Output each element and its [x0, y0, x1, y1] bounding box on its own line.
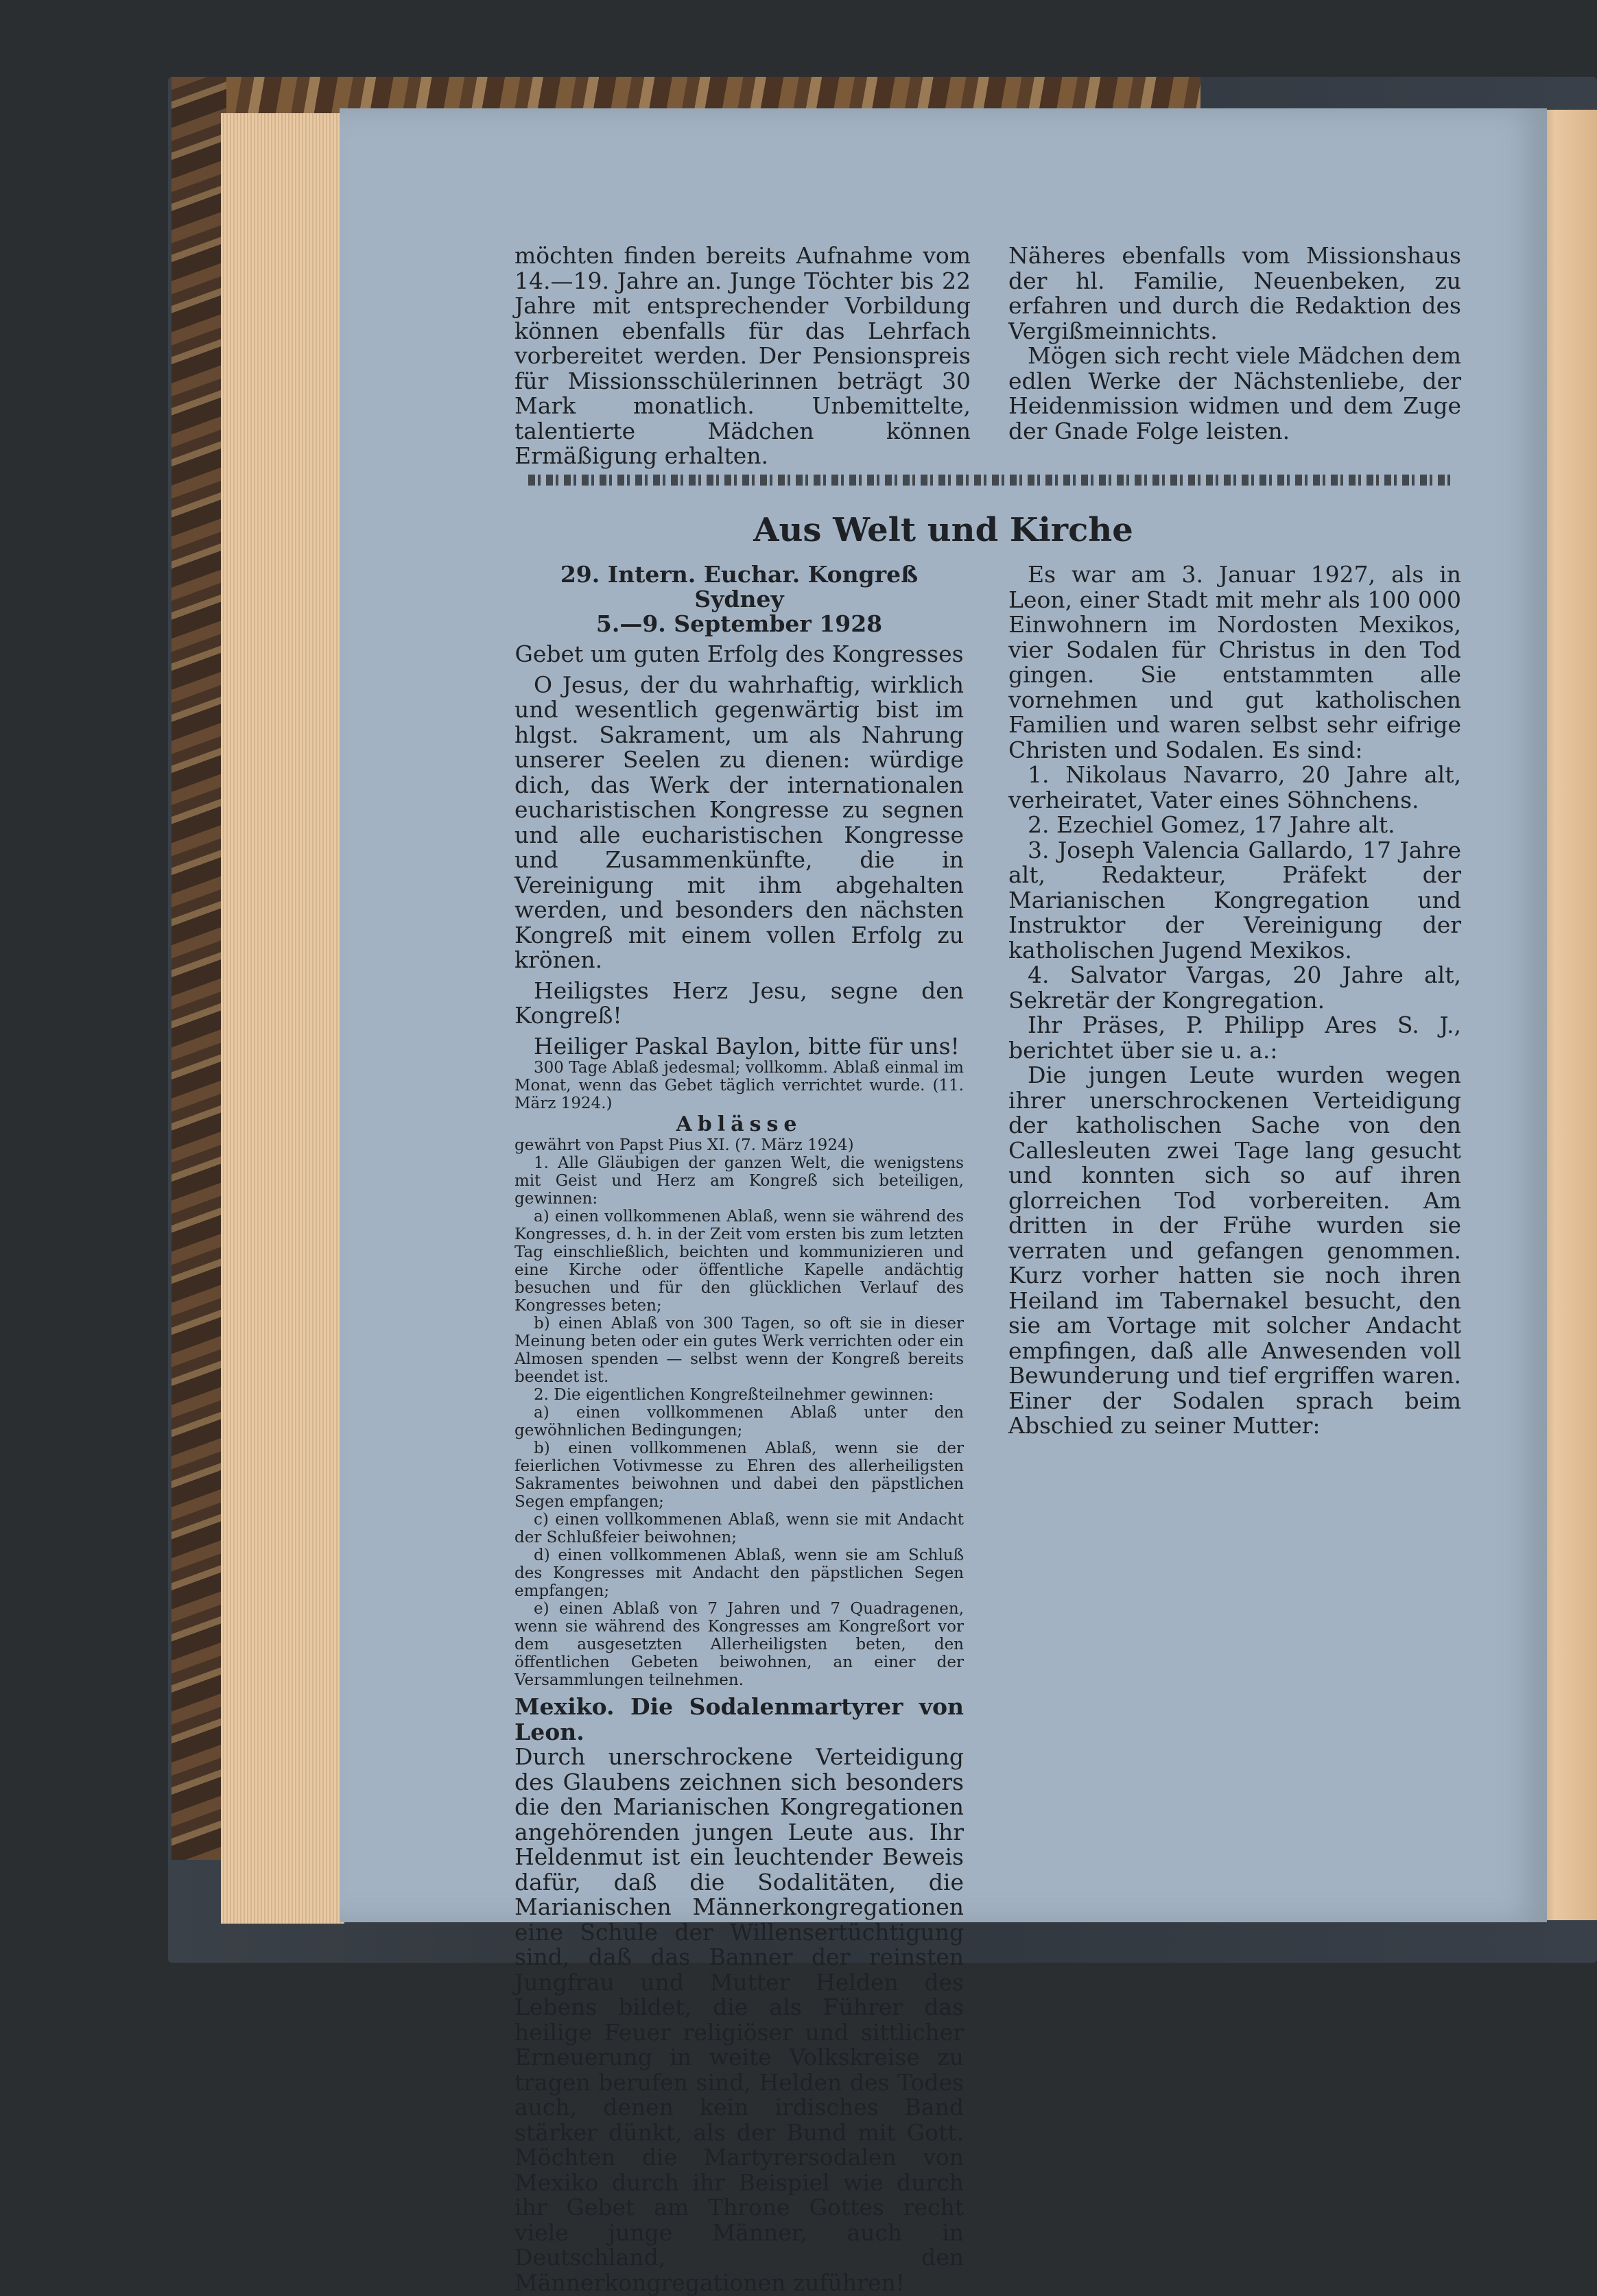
right-column — [1008, 562, 1461, 1439]
article-title: Mexiko. Die Sodalenmartyrer von Leon. — [514, 1693, 964, 1745]
ablass-item: b) einen vollkommenen Ablaß, wenn sie der feierlichen Votivmesse zu Ehren des allerheiligsten Sakramentes beiwohnen und dabei den päpstlichen Segen empfangen; — [514, 1439, 964, 1511]
top-right-paragraph: Näheres ebenfalls vom Missionshaus der hl. Familie, Neuenbeken, zu erfahren und durch die Redaktion des Vergißmeinnichts. — [1008, 242, 1461, 344]
article-title-date: 5.—9. September 1928 — [595, 610, 883, 637]
martyr-list-item: 1. Nikolaus Navarro, 20 Jahre alt, verheiratet, Vater eines Söhnchens. — [1008, 761, 1461, 813]
ablass-item: c) einen vollkommenen Ablaß, wenn sie mit Andacht der Schlußfeier beiwohnen; — [514, 1511, 964, 1546]
article-paragraph: Die jungen Leute wurden wegen ihrer unerschrockenen Verteidigung der katholischen Sache von den Callesleuten zwei Tage lang gesucht und konnten sich so auf ihren glorreichen Tod vorbereiten. Am dritten in der Frühe wurden sie verraten und gefangen genommen. Kurz vorher hatten sie noch ihren Heiland im Tabernakel besucht, den sie am Vortage mit solcher Andacht empfingen, daß alle Anwesenden voll Bewunderung und tief ergriffen waren. Einer der Sodalen sprach beim Abschied zu seiner Mutter: — [1008, 1062, 1461, 1439]
martyr-list-item: 3. Joseph Valencia Gallardo, 17 Jahre alt, Redakteur, Präfekt der Marianischen Kongregation und Instruktor der Vereinigung der katholischen Jugend Mexikos. — [1008, 836, 1461, 964]
article-paragraph: Es war am 3. Januar 1927, als in Leon, einer Stadt mit mehr als 100 000 Einwohnern im Nordosten Mexikos, vier Sodalen für Christus in den Tod gingen. Sie entstammten alle vornehmen und gut katholischen Familien und waren selbst sehr eifrige Christen und Sodalen. Es sind: — [1008, 561, 1461, 763]
ablass-item: b) einen Ablaß von 300 Tagen, so oft sie in dieser Meinung beten oder ein gutes Werk verrichten oder ein Almosen spenden — selbst wenn der Kongreß bereits beendet ist. — [514, 1315, 964, 1386]
article-lead: Durch unerschrockene Verteidigung des Glaubens zeichnen sich besonders die den Marianischen Kongregationen angehörenden jungen Leute aus. Ihr Heldenmut ist ein leuchtender Beweis dafür, daß die Sodalitäten, die Marianischen Männerkongregationen eine Schule der Willensertüchtigung sind, daß das Banner der reinsten Jungfrau und Mutter Helden des Lebens bildet, die als Führer das heilige Feuer religiöser und sittlicher Erneuerung in weite Volkskreise zu tragen berufen sind, Helden des Todes auch, denen kein irdisches Band stärker dünkt, als der Bund mit Gott. Möchten die Martyrersodalen von Mexiko durch ihr Beispiel wie durch ihr Gebet am Throne Gottes recht viele junge Männer, auch in Deutschland, den Männerkongregationen zuführen! — [514, 1743, 964, 2296]
left-column — [514, 561, 964, 2296]
ablass-item: e) einen Ablaß von 7 Jahren und 7 Quadragenen, wenn sie während des Kongresses am Kongreßort vor dem ausgesetzten Allerheiligsten beten, den öffentlichen Gebeten beiwohnen, an einer der Versammlungen teilnehmen. — [514, 1600, 964, 1689]
ablaesse-heading: Ablässe — [676, 1112, 803, 1136]
ablass-item: d) einen vollkommenen Ablaß, wenn sie am Schluß des Kongresses mit Andacht den päpstlichen Segen empfangen; — [514, 1546, 964, 1600]
article-paragraph: Ihr Präses, P. Philipp Ares S. J., berichtet über sie u. a.: — [1008, 1012, 1461, 1064]
invocation: Heiligstes Herz Jesu, segne den Kongreß! — [514, 977, 964, 1029]
indulgence-note: 300 Tage Ablaß jedesmal; vollkomm. Ablaß einmal im Monat, wenn das Gebet täglich verrichtet wurde. (11. März 1924.) — [514, 1059, 964, 1112]
top-right-column — [1008, 243, 1461, 444]
ablass-item: a) einen vollkommenen Ablaß, wenn sie während des Kongresses, d. h. in der Zeit vom ersten bis zum letzten Tag einschließlich, beichten und kommunizieren und eine Kirche oder öffentliche Kapelle andächtig besuchen und für den glücklichen Verlauf des Kongresses beten; — [514, 1208, 964, 1315]
prayer-text: O Jesus, der du wahrhaftig, wirklich und wesentlich gegenwärtig bist im hlgst. Sakrament, um als Nahrung unserer Seelen zu dienen: würdige dich, das Werk der internationalen eucharistischen Kongresse zu segnen und alle eucharistischen Kongresse und Zusammenkünfte, die in Vereinigung mit ihm abgehalten werden, und besonders den nächsten Kongreß mit einem vollen Erfolg zu krönen. — [514, 671, 964, 973]
ablass-item: a) einen vollkommenen Ablaß unter den gewöhnlichen Bedingungen; — [514, 1404, 964, 1439]
top-left-column — [514, 243, 971, 469]
top-left-paragraph: möchten finden bereits Aufnahme vom 14.—19. Jahre an. Junge Töchter bis 22 Jahre mit entsprechender Vorbildung können ebenfalls für das Lehrfach vorbereitet werden. Der Pensionspreis für Missionsschülerinnen beträgt 30 Mark monatlich. Unbemittelte, talentierte Mädchen können Ermäßigung erhalten. — [514, 242, 971, 469]
ablass-item: 2. Die eigentlichen Kongreßteilnehmer gewinnen: — [534, 1386, 934, 1404]
ablass-item: 1. Alle Gläubigen der ganzen Welt, die wenigstens mit Geist und Herz am Kongreß sich beteiligen, gewinnen: — [514, 1154, 964, 1208]
martyr-list-item: 4. Salvator Vargas, 20 Jahre alt, Sekretär der Kongregation. — [1008, 961, 1461, 1014]
article-title: 29. Intern. Euchar. Kongreß Sydney — [560, 561, 919, 612]
section-title: Aus Welt und Kirche — [753, 511, 1133, 549]
article-subtitle: Gebet um guten Erfolg des Kongresses — [514, 641, 964, 667]
ornamental-divider — [528, 475, 1451, 486]
martyr-list-item: 2. Ezechiel Gomez, 17 Jahre alt. — [1028, 811, 1395, 838]
ablaesse-intro: gewährt von Papst Pius XI. (7. März 1924) — [514, 1136, 854, 1154]
top-right-paragraph: Mögen sich recht viele Mädchen dem edlen Werke der Nächstenliebe, der Heidenmission widmen und dem Zuge der Gnade Folge leisten. — [1008, 342, 1461, 444]
page-edges-left — [221, 113, 344, 1924]
invocation: Heiliger Paskal Baylon, bitte für uns! — [534, 1032, 960, 1060]
